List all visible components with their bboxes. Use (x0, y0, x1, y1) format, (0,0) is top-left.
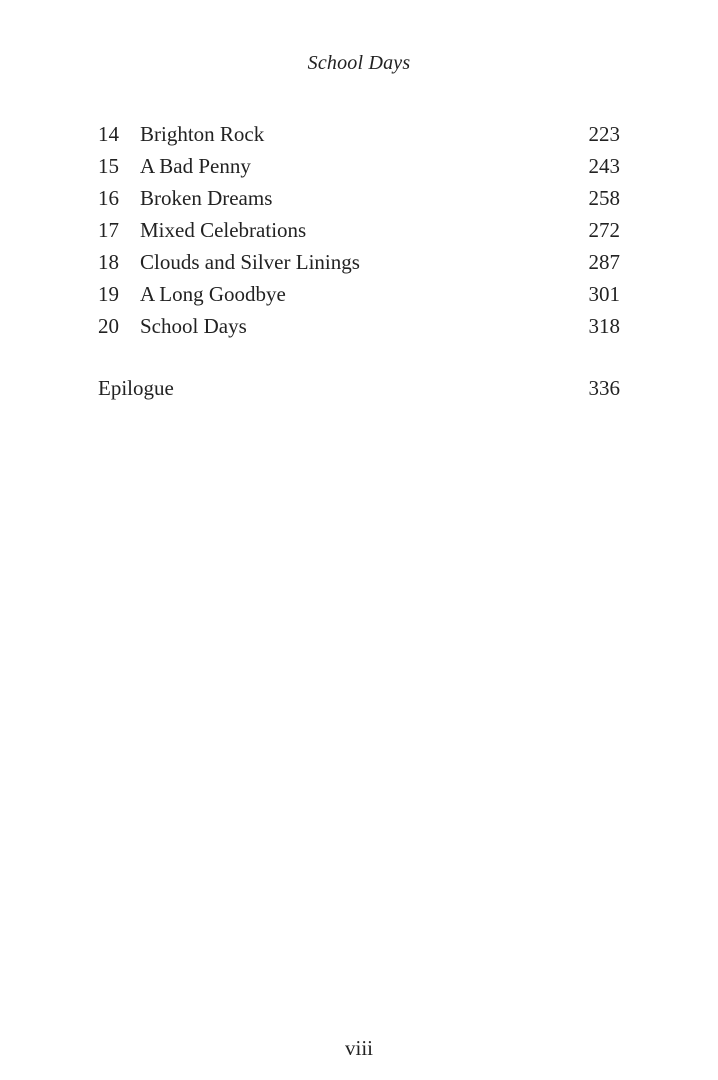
chapter-number: 16 (98, 186, 119, 210)
toc-entry (98, 246, 620, 278)
chapter-title: Broken Dreams (140, 186, 273, 210)
chapter-title: Brighton Rock (140, 122, 265, 146)
page-number: 301 (588, 282, 620, 306)
chapter-number: 15 (98, 154, 119, 178)
running-header: School Days (307, 52, 411, 74)
epilogue-title: Epilogue (98, 376, 174, 400)
chapter-number: 20 (98, 314, 119, 338)
toc-entry (98, 214, 620, 246)
page-number: 318 (588, 314, 620, 338)
chapter-number: 17 (98, 218, 119, 242)
chapter-number: 14 (98, 122, 119, 146)
toc-entry (98, 182, 620, 214)
page-number: 272 (588, 218, 620, 242)
page-number: 287 (588, 250, 620, 274)
page-folio: viii (344, 1036, 373, 1060)
chapter-number: 18 (98, 250, 119, 274)
chapter-title: Clouds and Silver Linings (140, 250, 360, 274)
toc-entry (98, 278, 620, 310)
chapter-title: A Long Goodbye (140, 282, 286, 306)
chapter-title: A Bad Penny (140, 154, 251, 178)
chapter-title: School Days (140, 314, 247, 338)
toc-epilogue-entry (98, 372, 620, 404)
epilogue-page-number: 336 (588, 376, 620, 400)
page-number: 243 (588, 154, 620, 178)
page-number: 258 (588, 186, 620, 210)
toc-entry (98, 310, 620, 342)
page-number: 223 (588, 122, 620, 146)
chapter-number: 19 (98, 282, 119, 306)
chapter-title: Mixed Celebrations (140, 218, 307, 242)
toc-entry (98, 118, 620, 150)
table-of-contents (98, 118, 620, 342)
toc-entry (98, 150, 620, 182)
